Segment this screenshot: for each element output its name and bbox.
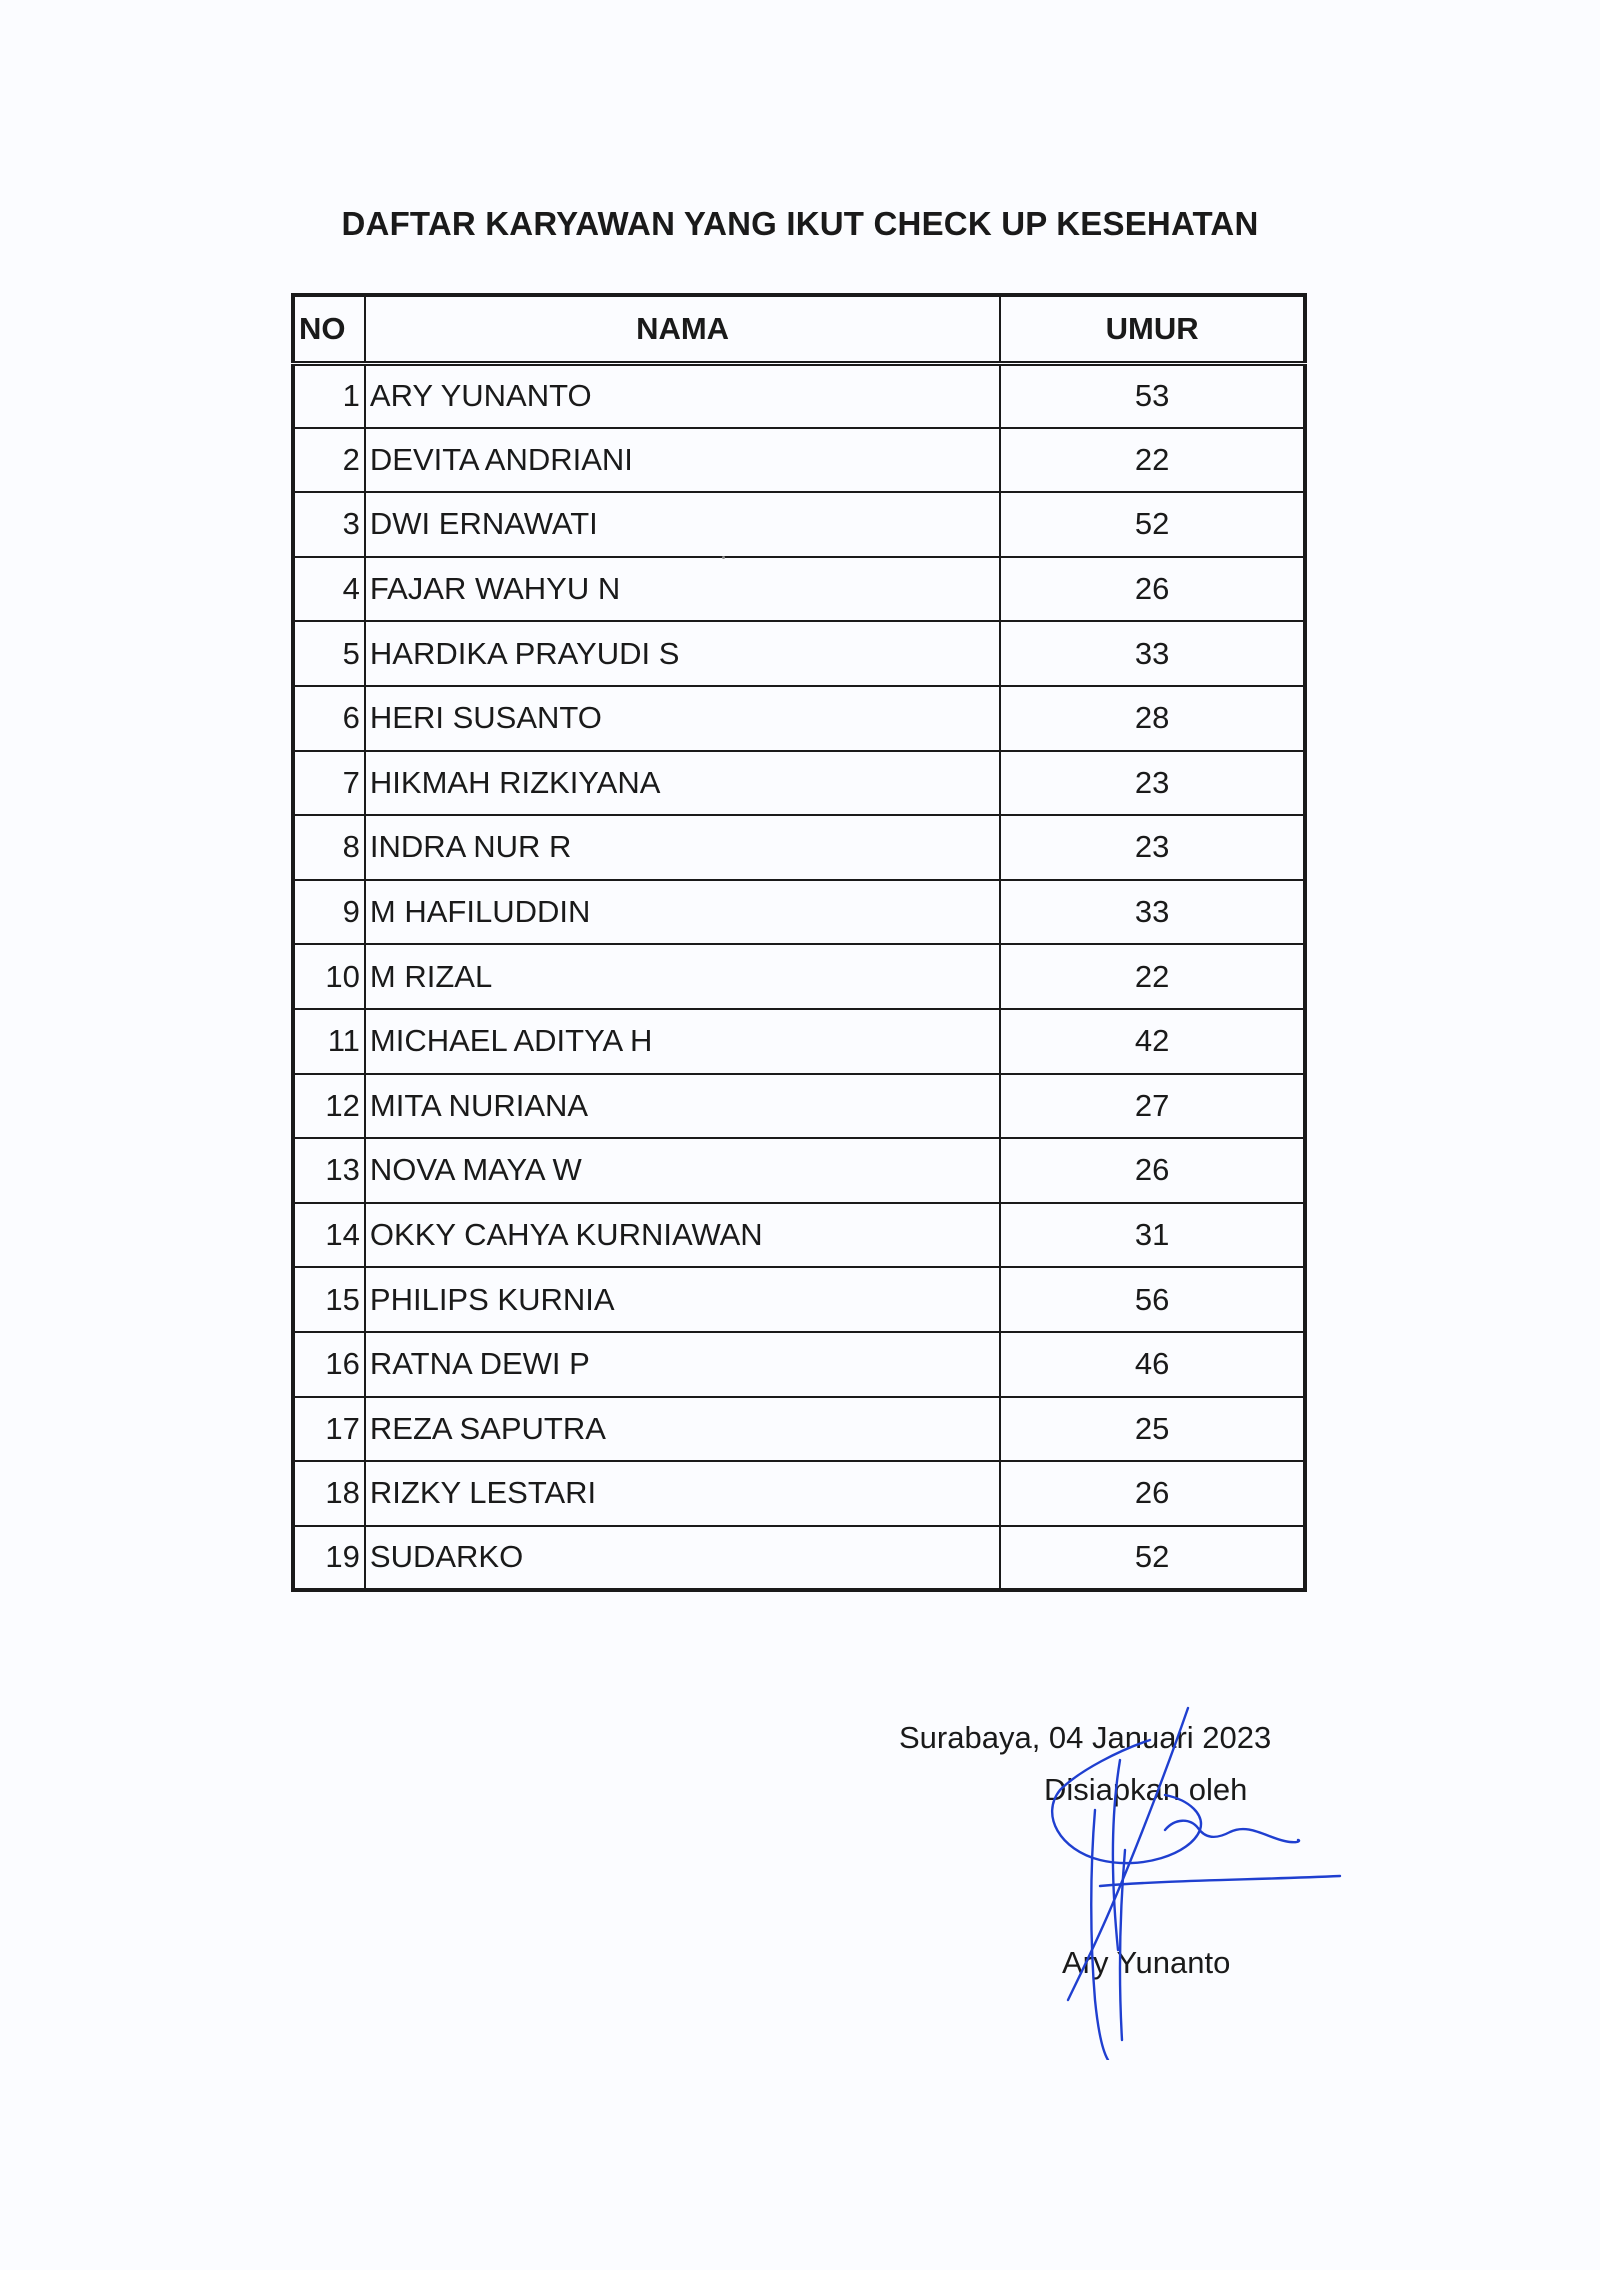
- table-body: [293, 363, 1305, 1590]
- cell-age: 46: [1000, 1332, 1305, 1397]
- cell-number: 15: [293, 1267, 365, 1332]
- cell-number: 19: [293, 1526, 365, 1591]
- cell-number: 3: [293, 492, 365, 557]
- signer-name: Ary Yunanto: [1062, 1945, 1231, 1980]
- cell-employee-name: FAJAR WAHYU N: [365, 557, 1000, 622]
- cell-number: 9: [293, 880, 365, 945]
- cell-employee-name: DWI ERNAWATI: [365, 492, 1000, 557]
- cell-employee-name: RIZKY LESTARI: [365, 1461, 1000, 1526]
- cell-age: 33: [1000, 880, 1305, 945]
- cell-number: 2: [293, 428, 365, 493]
- cell-employee-name: M HAFILUDDIN: [365, 880, 1000, 945]
- cell-employee-name: M RIZAL: [365, 944, 1000, 1009]
- cell-age: 26: [1000, 1138, 1305, 1203]
- table-row: [293, 686, 1305, 751]
- header-age: UMUR: [1000, 295, 1305, 363]
- table-row: [293, 1267, 1305, 1332]
- document-title: DAFTAR KARYAWAN YANG IKUT CHECK UP KESEHATAN: [341, 205, 1259, 242]
- cell-employee-name: DEVITA ANDRIANI: [365, 428, 1000, 493]
- cell-age: 26: [1000, 557, 1305, 622]
- table-row: [293, 1138, 1305, 1203]
- cell-number: 4: [293, 557, 365, 622]
- table-row: [293, 621, 1305, 686]
- handwritten-signature: [1000, 1700, 1360, 2060]
- table-row: [293, 1203, 1305, 1268]
- cell-number: 14: [293, 1203, 365, 1268]
- cell-number: 11: [293, 1009, 365, 1074]
- cell-age: 52: [1000, 1526, 1305, 1591]
- table-row: [293, 428, 1305, 493]
- cell-age: 22: [1000, 944, 1305, 1009]
- table-row: [293, 1074, 1305, 1139]
- table-row: [293, 557, 1305, 622]
- cell-age: 53: [1000, 363, 1305, 428]
- cell-employee-name: NOVA MAYA W: [365, 1138, 1000, 1203]
- cell-number: 12: [293, 1074, 365, 1139]
- cell-employee-name: PHILIPS KURNIA: [365, 1267, 1000, 1332]
- employee-table: [291, 293, 1307, 1592]
- cell-age: 56: [1000, 1267, 1305, 1332]
- cell-employee-name: RATNA DEWI P: [365, 1332, 1000, 1397]
- table-row: [293, 1009, 1305, 1074]
- prepared-by-label: Disiapkan oleh: [1044, 1772, 1248, 1807]
- cell-number: 8: [293, 815, 365, 880]
- cell-age: 33: [1000, 621, 1305, 686]
- cell-number: 17: [293, 1397, 365, 1462]
- table-row: [293, 751, 1305, 816]
- cell-employee-name: ARY YUNANTO: [365, 363, 1000, 428]
- table-row: [293, 1461, 1305, 1526]
- signature-stroke: [1052, 1740, 1201, 1863]
- cell-number: 1: [293, 363, 365, 428]
- cell-number: 13: [293, 1138, 365, 1203]
- cell-age: 27: [1000, 1074, 1305, 1139]
- cell-number: 7: [293, 751, 365, 816]
- table-row: [293, 1526, 1305, 1591]
- cell-age: 52: [1000, 492, 1305, 557]
- cell-employee-name: SUDARKO: [365, 1526, 1000, 1591]
- scan-speck: [722, 556, 725, 559]
- cell-employee-name: HIKMAH RIZKIYANA: [365, 751, 1000, 816]
- cell-employee-name: MICHAEL ADITYA H: [365, 1009, 1000, 1074]
- signature-stroke: [1100, 1876, 1340, 1886]
- cell-number: 5: [293, 621, 365, 686]
- table-row: [293, 1397, 1305, 1462]
- table-header-row: [293, 295, 1305, 363]
- cell-age: 26: [1000, 1461, 1305, 1526]
- cell-employee-name: HARDIKA PRAYUDI S: [365, 621, 1000, 686]
- cell-age: 23: [1000, 751, 1305, 816]
- table-row: [293, 363, 1305, 428]
- cell-number: 10: [293, 944, 365, 1009]
- cell-number: 6: [293, 686, 365, 751]
- cell-age: 22: [1000, 428, 1305, 493]
- cell-employee-name: INDRA NUR R: [365, 815, 1000, 880]
- cell-employee-name: OKKY CAHYA KURNIAWAN: [365, 1203, 1000, 1268]
- cell-age: 42: [1000, 1009, 1305, 1074]
- cell-age: 28: [1000, 686, 1305, 751]
- header-no: NO: [293, 295, 365, 363]
- place-date: Surabaya, 04 Januari 2023: [899, 1720, 1272, 1755]
- cell-employee-name: MITA NURIANA: [365, 1074, 1000, 1139]
- cell-employee-name: HERI SUSANTO: [365, 686, 1000, 751]
- table-row: [293, 492, 1305, 557]
- table-row: [293, 815, 1305, 880]
- cell-number: 16: [293, 1332, 365, 1397]
- cell-number: 18: [293, 1461, 365, 1526]
- cell-age: 31: [1000, 1203, 1305, 1268]
- table-row: [293, 944, 1305, 1009]
- signature-stroke: [1113, 1760, 1120, 1950]
- signature-stroke: [1165, 1821, 1299, 1842]
- table-row: [293, 880, 1305, 945]
- header-name: NAMA: [365, 295, 1000, 363]
- table-row: [293, 1332, 1305, 1397]
- cell-age: 23: [1000, 815, 1305, 880]
- cell-age: 25: [1000, 1397, 1305, 1462]
- cell-employee-name: REZA SAPUTRA: [365, 1397, 1000, 1462]
